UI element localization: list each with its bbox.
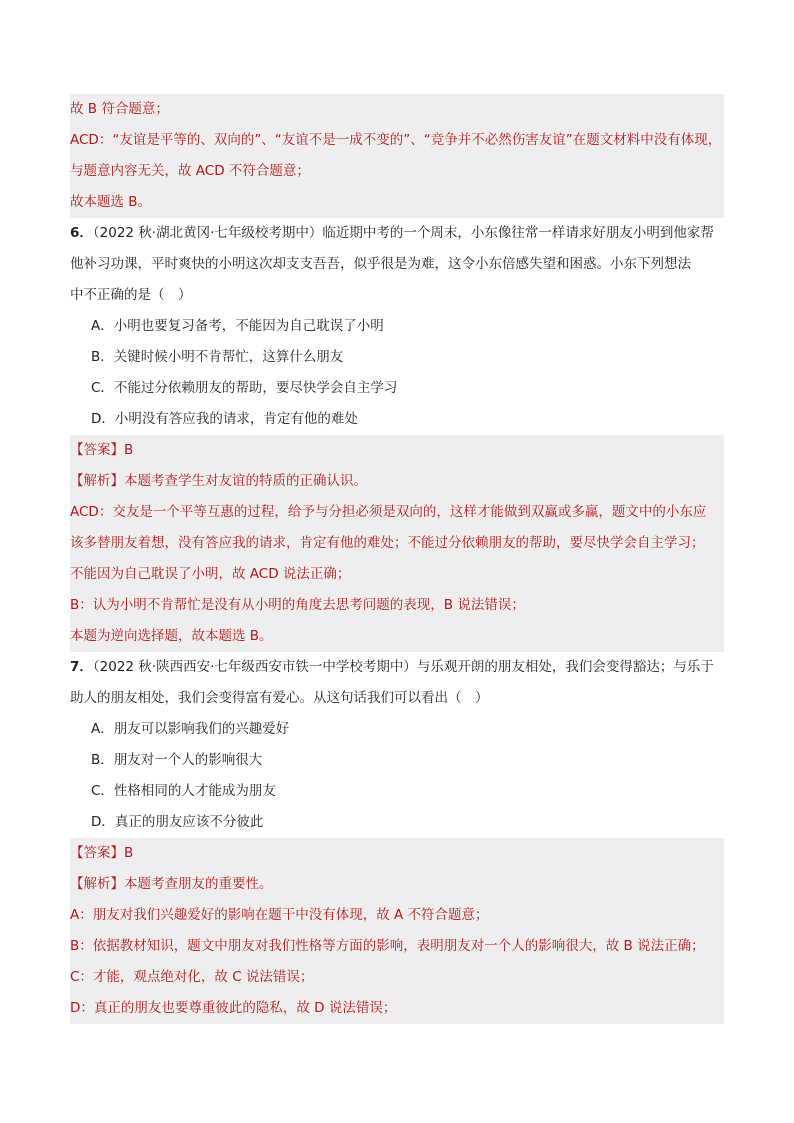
question-stem-text: （2022 秋·湖北黄冈·七年级校考期中）临近期中考的一个周末，小东像往常一样请求好朋友小明到他家帮 — [92, 225, 714, 241]
question-number: 7． — [70, 659, 93, 675]
question-7-stem-line: 助人的朋友相处，我们会变得富有爱心。从这句话我们可以看出（ ） — [70, 690, 489, 706]
option-d: D．小明没有答应我的请求，肯定有他的难处 — [91, 411, 358, 427]
question-7-stem-line — [70, 652, 724, 683]
question-6-stem-line: 中不正确的是（ ） — [70, 287, 192, 303]
option-b: B．关键时候小明不肯帮忙，这算什么朋友 — [91, 349, 344, 365]
analysis-line: 故 B 符合题意； — [70, 94, 724, 125]
option-a: A．朋友可以影响我们的兴趣爱好 — [91, 721, 290, 737]
analysis-line: D：真正的朋友也要尊重彼此的隐私，故 D 说法错误； — [70, 993, 724, 1024]
analysis-line: 与题意内容无关，故 ACD 不符合题意； — [70, 156, 724, 187]
analysis-line: 【解析】本题考查学生对友谊的特质的正确认识。 — [70, 466, 724, 497]
answer-line: 【答案】B — [70, 435, 724, 466]
document-page — [70, 94, 724, 1024]
analysis-line: ACD：“友谊是平等的、双向的”、“友谊不是一成不变的”、“竞争并不必然伤害友谊”在题文材料中没有体现， — [70, 125, 724, 156]
analysis-line: A：朋友对我们兴趣爱好的影响在题干中没有体现，故 A 不符合题意； — [70, 900, 724, 931]
analysis-line: ACD：交友是一个平等互惠的过程，给予与分担必须是双向的，这样才能做到双赢或多赢，题文中的小东应 — [70, 497, 724, 528]
option-c: C．性格相同的人才能成为朋友 — [91, 783, 276, 799]
analysis-line: 本题为逆向选择题，故本题选 B。 — [70, 621, 724, 652]
analysis-line: 该多替朋友着想，没有答应我的请求，肯定有他的难处；不能过分依赖朋友的帮助，要尽快学会自主学习； — [70, 528, 724, 559]
option-d: D．真正的朋友应该不分彼此 — [91, 814, 264, 830]
question-stem-text: （2022 秋·陕西西安·七年级西安市铁一中学校考期中）与乐观开朗的朋友相处，我们会变得豁达；与乐于 — [92, 659, 714, 675]
analysis-line: B：依据教材知识，题文中朋友对我们性格等方面的影响，表明朋友对一个人的影响很大，故 B 说法正确； — [70, 931, 724, 962]
analysis-line: 【解析】本题考查朋友的重要性。 — [70, 869, 724, 900]
answer-line: 【答案】B — [70, 838, 724, 869]
analysis-line: 不能因为自己耽误了小明，故 ACD 说法正确； — [70, 559, 724, 590]
analysis-line: C：才能，观点绝对化，故 C 说法错误； — [70, 962, 724, 993]
analysis-line: 故本题选 B。 — [70, 187, 724, 218]
option-b: B．朋友对一个人的影响很大 — [91, 752, 263, 768]
question-6-stem-line — [70, 218, 724, 249]
analysis-line: B：认为小明不肯帮忙是没有从小明的角度去思考问题的表现，B 说法错误； — [70, 590, 724, 621]
option-c: C．不能过分依赖朋友的帮助，要尽快学会自主学习 — [91, 380, 398, 396]
question-number: 6． — [70, 225, 93, 241]
option-a: A．小明也要复习备考，不能因为自己耽误了小明 — [91, 318, 384, 334]
question-6-stem-line: 他补习功课，平时爽快的小明这次却支支吾吾，似乎很是为难，这令小东倍感失望和困惑。小东下列想法 — [70, 256, 691, 272]
